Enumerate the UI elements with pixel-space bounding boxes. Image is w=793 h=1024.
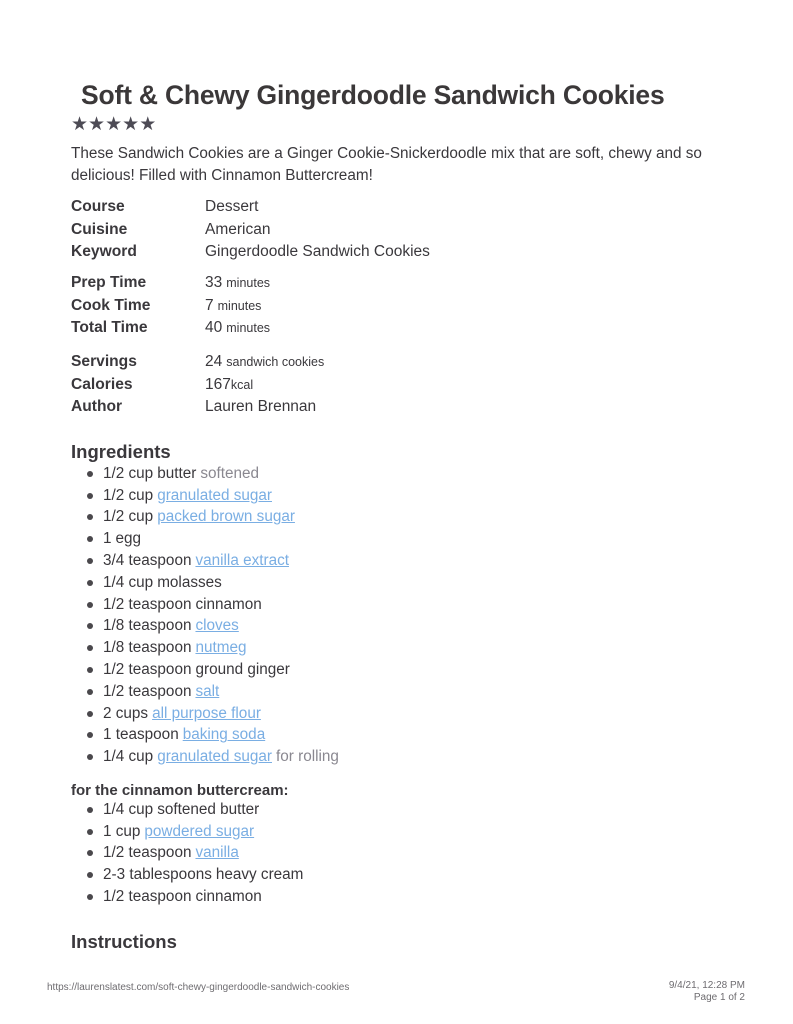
meta-value-number: American <box>205 220 271 238</box>
star-icon[interactable]: ★ <box>105 114 123 135</box>
meta-value-number: Lauren Brennan <box>205 398 317 416</box>
ingredient-item <box>71 864 303 886</box>
ingredient-link[interactable]: cloves <box>195 617 239 635</box>
meta-value <box>205 376 253 394</box>
meta-value-number: 7 <box>205 296 214 314</box>
meta-row <box>71 196 571 219</box>
footer-datetime: 9/4/21, 12:28 PM <box>668 980 745 991</box>
star-icon[interactable]: ★ <box>139 114 157 135</box>
meta-label: Total Time <box>71 319 148 337</box>
ingredient-amount: 1/8 teaspoon <box>103 617 192 635</box>
ingredient-item <box>71 821 303 843</box>
buttercream-list <box>71 799 303 908</box>
meta-row <box>71 295 571 318</box>
ingredient-name: butter <box>157 464 197 482</box>
ingredient-link[interactable]: nutmeg <box>195 639 247 657</box>
recipe-summary: These Sandwich Cookies are a Ginger Cookie-Snickerdoodle mix that are soft, chewy and so delicious! Filled with Cinnamon Buttercream! <box>71 145 702 184</box>
bullet-icon <box>87 872 93 878</box>
ingredient-item <box>71 572 339 594</box>
meta-unit: minutes <box>226 321 271 336</box>
meta-course-cuisine <box>71 196 571 264</box>
meta-servings <box>71 351 571 419</box>
meta-unit: kcal <box>230 377 254 392</box>
ingredient-link[interactable]: powdered sugar <box>144 822 255 840</box>
ingredient-item <box>71 594 339 616</box>
footer-info <box>669 980 745 1004</box>
bullet-icon <box>87 623 93 629</box>
ingredient-item <box>71 886 303 908</box>
ingredient-item <box>71 485 339 507</box>
ingredient-item <box>71 616 339 638</box>
ingredient-link[interactable]: granulated sugar <box>157 748 272 766</box>
ingredient-link[interactable]: all purpose flour <box>152 704 261 722</box>
star-icon[interactable]: ★ <box>71 114 89 135</box>
ingredient-link[interactable]: baking soda <box>182 726 266 744</box>
ingredient-name: egg <box>115 530 142 548</box>
bullet-icon <box>87 689 93 695</box>
meta-value-number: 40 <box>205 319 223 337</box>
meta-value <box>205 243 430 261</box>
bullet-icon <box>87 754 93 760</box>
ingredient-amount: 1/4 cup <box>103 748 154 766</box>
meta-row <box>71 374 571 397</box>
ingredient-item <box>71 703 339 725</box>
meta-label: Author <box>71 398 123 416</box>
ingredient-link[interactable]: vanilla extract <box>195 552 289 570</box>
recipe-title: Soft & Chewy Gingerdoodle Sandwich Cookies <box>81 80 665 110</box>
ingredient-item <box>71 507 339 529</box>
ingredient-item <box>71 463 339 485</box>
meta-label: Keyword <box>71 243 137 261</box>
footer-page-number: Page 1 of 2 <box>693 992 745 1003</box>
meta-value-number: 24 <box>205 353 223 371</box>
meta-value <box>205 319 270 337</box>
meta-times <box>71 272 571 340</box>
rating-stars <box>71 115 156 135</box>
bullet-icon <box>87 667 93 673</box>
ingredient-item <box>71 528 339 550</box>
meta-label: Cuisine <box>71 220 128 238</box>
bullet-icon <box>87 558 93 564</box>
meta-unit: minutes <box>226 276 271 291</box>
bullet-icon <box>87 580 93 586</box>
ingredient-item <box>71 659 339 681</box>
bullet-icon <box>87 536 93 542</box>
meta-label: Servings <box>71 353 137 371</box>
bullet-icon <box>87 894 93 900</box>
bullet-icon <box>87 711 93 717</box>
meta-unit: sandwich cookies <box>226 355 325 370</box>
meta-row <box>71 396 571 419</box>
ingredient-item <box>71 725 339 747</box>
meta-value <box>205 398 316 416</box>
ingredient-amount: 1 cup <box>103 822 141 840</box>
meta-row <box>71 317 571 340</box>
meta-value <box>205 274 270 292</box>
ingredient-amount: 1/2 teaspoon <box>103 661 192 679</box>
meta-value <box>205 221 270 239</box>
ingredient-amount: 1/2 cup <box>103 464 154 482</box>
ingredient-amount: 1/2 cup <box>103 486 154 504</box>
ingredient-amount: 1/2 teaspoon <box>103 888 192 906</box>
meta-label: Cook Time <box>71 296 151 314</box>
ingredient-item <box>71 799 303 821</box>
ingredient-amount: 1/4 cup <box>103 800 154 818</box>
ingredient-amount: 1/2 teaspoon <box>103 682 192 700</box>
ingredient-amount: 1/4 cup <box>103 573 154 591</box>
ingredient-item <box>71 681 339 703</box>
meta-label: Course <box>71 198 125 216</box>
ingredient-item <box>71 637 339 659</box>
ingredient-amount: 1/8 teaspoon <box>103 639 192 657</box>
meta-row <box>71 219 571 242</box>
bullet-icon <box>87 732 93 738</box>
meta-row <box>71 272 571 295</box>
bullet-icon <box>87 514 93 520</box>
instructions-heading: Instructions <box>71 931 177 952</box>
star-icon[interactable]: ★ <box>122 114 140 135</box>
ingredient-name: heavy cream <box>215 866 304 884</box>
ingredient-name: softened butter <box>157 800 260 818</box>
ingredient-link[interactable]: salt <box>195 682 220 700</box>
bullet-icon <box>87 807 93 813</box>
ingredients-list <box>71 463 339 768</box>
ingredients-heading: Ingredients <box>71 441 171 462</box>
buttercream-heading: for the cinnamon buttercream: <box>71 782 289 799</box>
meta-label: Prep Time <box>71 274 147 292</box>
ingredient-amount: 3/4 teaspoon <box>103 552 192 570</box>
ingredient-amount: 1/2 teaspoon <box>103 595 192 613</box>
star-icon[interactable]: ★ <box>88 114 106 135</box>
meta-unit: minutes <box>217 298 262 313</box>
ingredient-link[interactable]: packed brown sugar <box>157 508 295 526</box>
ingredient-note: softened <box>200 464 259 482</box>
meta-value <box>205 353 324 371</box>
meta-row <box>71 241 571 264</box>
ingredient-link[interactable]: granulated sugar <box>157 486 272 504</box>
bullet-icon <box>87 471 93 477</box>
ingredient-name: molasses <box>157 573 222 591</box>
ingredient-amount: 1/2 teaspoon <box>103 844 192 862</box>
ingredient-amount: 1/2 cup <box>103 508 154 526</box>
bullet-icon <box>87 850 93 856</box>
footer-url: https://laurenslatest.com/soft-chewy-gingerdoodle-sandwich-cookies <box>47 982 350 993</box>
ingredient-item <box>71 746 339 768</box>
bullet-icon <box>87 493 93 499</box>
ingredient-amount: 2 cups <box>103 704 149 722</box>
bullet-icon <box>87 645 93 651</box>
meta-value <box>205 297 261 315</box>
meta-value-number: Dessert <box>205 198 259 216</box>
bullet-icon <box>87 602 93 608</box>
ingredient-item <box>71 843 303 865</box>
meta-value <box>205 198 258 216</box>
ingredient-name: ground ginger <box>195 661 290 679</box>
ingredient-note: for rolling <box>276 748 339 766</box>
ingredient-item <box>71 550 339 572</box>
ingredient-amount: 1 <box>103 530 112 548</box>
meta-label: Calories <box>71 375 133 393</box>
bullet-icon <box>87 829 93 835</box>
ingredient-amount: 1 teaspoon <box>103 726 179 744</box>
meta-value-number: 33 <box>205 274 223 292</box>
meta-row <box>71 351 571 374</box>
ingredient-name: cinnamon <box>195 595 262 613</box>
ingredient-name: cinnamon <box>195 888 262 906</box>
meta-value-number: Gingerdoodle Sandwich Cookies <box>205 243 430 261</box>
ingredient-amount: 2-3 tablespoons <box>103 866 212 884</box>
ingredient-link[interactable]: vanilla <box>195 844 239 862</box>
meta-value-number: 167 <box>205 375 231 393</box>
